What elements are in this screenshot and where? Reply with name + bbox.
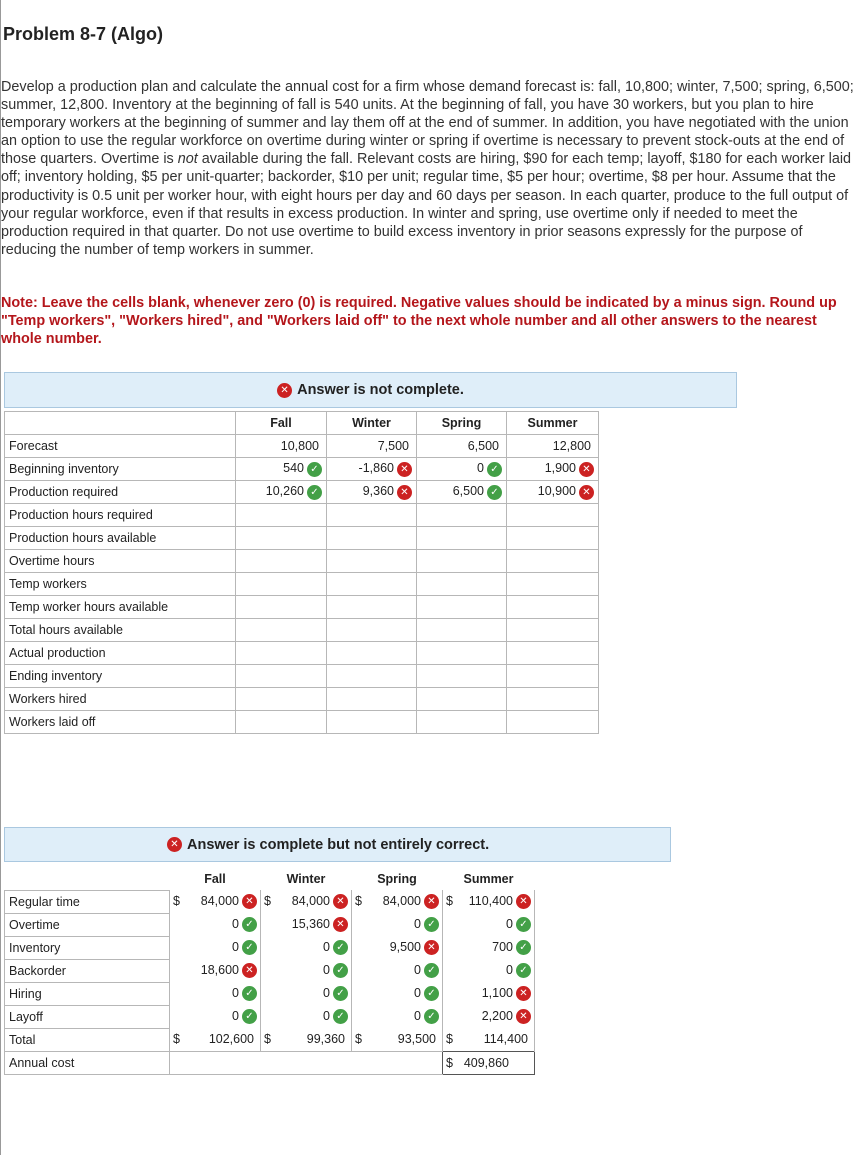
table-row <box>5 619 599 642</box>
answer-cell[interactable] <box>236 596 327 619</box>
cell-value: 0 <box>414 985 421 1000</box>
cell-value: 2,200 <box>481 1008 513 1023</box>
answer-cell[interactable] <box>417 550 507 573</box>
cost-cell[interactable] <box>443 936 535 959</box>
table-row <box>5 1028 535 1051</box>
answer-cell[interactable] <box>417 596 507 619</box>
row-label: Overtime hours <box>5 550 236 573</box>
answer-cell[interactable] <box>417 573 507 596</box>
incorrect-icon: ✕ <box>397 485 412 500</box>
answer-cell[interactable] <box>236 481 327 504</box>
header-blank <box>5 412 236 435</box>
table-row <box>5 527 599 550</box>
answer-cell[interactable] <box>507 527 599 550</box>
header-spring: Spring <box>377 871 417 886</box>
correct-icon: ✓ <box>516 940 531 955</box>
answer-cell[interactable] <box>507 688 599 711</box>
header-winter: Winter <box>327 412 417 435</box>
cost-cell[interactable] <box>170 959 261 982</box>
correct-icon: ✓ <box>333 963 348 978</box>
cell-value: 0 <box>232 939 239 954</box>
correct-icon: ✓ <box>333 986 348 1001</box>
cost-cell <box>170 1028 261 1051</box>
cell-value: 0 <box>414 1008 421 1023</box>
correct-icon: ✓ <box>333 940 348 955</box>
problem-text-part-1: Develop a production plan and calculate the annual cost for a firm whose demand forecast is: fall, 10,800; winter, 7,500; spring, 6,500; summer, 12,800. Inventory at the beginning of fall is 540 units. At the beginning of fall, you have 30 workers, but you plan to hire temporary workers at the beginning of summer and lay them off at the end of summer. In addition, you have negotiated with the union an option to use the regular workforce on overtime during winter or spring if overtime is necessary to prevent stock-outs at the end of those quarters. Overtime is <box>1 79 854 168</box>
answer-cell[interactable] <box>236 435 327 458</box>
answer-cell[interactable] <box>327 527 417 550</box>
incorrect-icon: ✕ <box>516 1009 531 1024</box>
answer-cell[interactable] <box>236 688 327 711</box>
cell-value: 114,400 <box>483 1032 528 1047</box>
table-header-row <box>5 412 599 435</box>
row-label: Inventory <box>5 936 170 959</box>
answer-cell[interactable] <box>507 504 599 527</box>
cell-value: 102,600 <box>208 1032 254 1047</box>
error-icon: ✕ <box>277 383 292 398</box>
status-banner-incomplete <box>4 372 737 408</box>
cell-value: 0 <box>506 916 513 931</box>
answer-cell[interactable] <box>507 619 599 642</box>
problem-text <box>1 78 861 259</box>
header-spring: Spring <box>417 412 507 435</box>
cell-value: 6,500 <box>467 439 499 453</box>
status-banner-partial <box>4 827 671 862</box>
cost-cell[interactable] <box>170 936 261 959</box>
incorrect-icon: ✕ <box>579 462 594 477</box>
correct-icon: ✓ <box>487 485 502 500</box>
correct-icon: ✓ <box>242 917 257 932</box>
answer-cell[interactable] <box>236 573 327 596</box>
cell-value: -1,860 <box>358 461 394 476</box>
table-row <box>5 481 599 504</box>
incorrect-icon: ✕ <box>516 986 531 1001</box>
cost-cell[interactable] <box>170 913 261 936</box>
cell-value: 1,100 <box>481 985 513 1000</box>
answer-cell[interactable] <box>236 642 327 665</box>
cost-cell[interactable] <box>443 913 535 936</box>
cost-cell <box>261 1028 352 1051</box>
table-row <box>5 550 599 573</box>
answer-cell[interactable] <box>236 527 327 550</box>
dollar-sign: $ <box>446 893 453 908</box>
incorrect-icon: ✕ <box>397 462 412 477</box>
table-row <box>5 936 535 959</box>
row-label: Temp worker hours available <box>5 596 236 619</box>
cost-cell[interactable] <box>261 913 352 936</box>
answer-cell[interactable] <box>417 619 507 642</box>
cost-cell[interactable] <box>261 1005 352 1028</box>
answer-cell[interactable] <box>327 458 417 481</box>
cell-value: 110,400 <box>468 893 513 908</box>
incorrect-icon: ✕ <box>579 485 594 500</box>
answer-cell[interactable] <box>327 596 417 619</box>
cell-value: 0 <box>414 916 421 931</box>
cost-cell[interactable] <box>352 982 443 1005</box>
correct-icon: ✓ <box>516 963 531 978</box>
cell-value: 0 <box>414 962 421 977</box>
table-row <box>5 665 599 688</box>
row-label: Workers laid off <box>5 711 236 734</box>
answer-cell[interactable] <box>236 550 327 573</box>
cell-value: 0 <box>323 1008 330 1023</box>
cell-value: 0 <box>232 985 239 1000</box>
cost-cell[interactable] <box>352 936 443 959</box>
cell-value: 540 <box>283 461 304 476</box>
cost-cell[interactable] <box>170 890 261 913</box>
instruction-note: Note: Leave the cells blank, whenever zero (0) is required. Negative values should be indicated by a minus sign. Round up "Temp workers", "Workers hired", and "Workers laid off" to the next whole number and all other answers to the nearest whole number. <box>1 295 837 348</box>
cost-cell[interactable] <box>352 890 443 913</box>
row-label: Total <box>5 1028 170 1051</box>
empty-cell <box>352 1051 443 1074</box>
answer-cell[interactable] <box>236 458 327 481</box>
correct-icon: ✓ <box>307 485 322 500</box>
answer-cell[interactable] <box>236 504 327 527</box>
answer-cell[interactable] <box>417 458 507 481</box>
row-label: Workers hired <box>5 688 236 711</box>
cell-value: 0 <box>323 939 330 954</box>
empty-cell <box>261 1051 352 1074</box>
cell-value: 84,000 <box>291 893 330 908</box>
dollar-sign: $ <box>264 1032 271 1047</box>
cell-value: 7,500 <box>377 439 409 453</box>
cost-cell[interactable] <box>170 1005 261 1028</box>
row-label: Total hours available <box>5 619 236 642</box>
correct-icon: ✓ <box>424 917 439 932</box>
error-icon: ✕ <box>167 837 182 852</box>
answer-cell[interactable] <box>507 665 599 688</box>
answer-cell[interactable] <box>327 642 417 665</box>
correct-icon: ✓ <box>242 940 257 955</box>
dollar-sign: $ <box>355 893 362 908</box>
answer-cell[interactable] <box>507 458 599 481</box>
header-fall: Fall <box>236 412 327 435</box>
problem-text-emphasis: not <box>177 151 198 168</box>
cost-cell <box>443 1028 535 1051</box>
table-row <box>5 711 599 734</box>
header-blank <box>5 867 170 890</box>
cell-value: 0 <box>232 1008 239 1023</box>
table-row <box>5 504 599 527</box>
answer-cell[interactable] <box>417 435 507 458</box>
row-label: Production hours available <box>5 527 236 550</box>
cost-cell[interactable] <box>443 959 535 982</box>
production-plan-table <box>4 411 599 734</box>
answer-cell[interactable] <box>507 550 599 573</box>
table-row <box>5 688 599 711</box>
table-row <box>5 959 535 982</box>
cost-cell[interactable] <box>443 982 535 1005</box>
answer-cell[interactable] <box>327 504 417 527</box>
cost-cell[interactable] <box>443 890 535 913</box>
correct-icon: ✓ <box>307 462 322 477</box>
cell-value: 700 <box>492 939 513 954</box>
cost-cell[interactable] <box>170 982 261 1005</box>
cell-value: 0 <box>232 916 239 931</box>
answer-cell[interactable] <box>236 619 327 642</box>
cost-cell[interactable] <box>352 913 443 936</box>
answer-cell[interactable] <box>327 481 417 504</box>
cost-cell[interactable] <box>261 890 352 913</box>
incorrect-icon: ✕ <box>242 963 257 978</box>
header-summer: Summer <box>507 412 599 435</box>
cell-value: 99,360 <box>306 1032 345 1047</box>
row-label: Temp workers <box>5 573 236 596</box>
answer-cell[interactable] <box>507 642 599 665</box>
dollar-sign: $ <box>355 1032 362 1047</box>
row-label: Beginning inventory <box>5 458 236 481</box>
status-banner-text: Answer is complete but not entirely correct. <box>187 836 490 853</box>
table-row-annual-cost <box>5 1051 535 1074</box>
row-label: Production required <box>5 481 236 504</box>
cell-value: 15,360 <box>291 916 330 931</box>
answer-cell[interactable] <box>507 711 599 734</box>
answer-cell[interactable] <box>327 619 417 642</box>
table-row <box>5 642 599 665</box>
row-label: Annual cost <box>5 1051 170 1074</box>
answer-cell[interactable] <box>236 711 327 734</box>
answer-cell[interactable] <box>507 435 599 458</box>
table-row <box>5 596 599 619</box>
cell-value: 84,000 <box>200 893 239 908</box>
cost-cell <box>352 1028 443 1051</box>
answer-cell[interactable] <box>236 665 327 688</box>
table-row <box>5 1005 535 1028</box>
cost-table <box>4 867 535 1075</box>
correct-icon: ✓ <box>424 963 439 978</box>
correct-icon: ✓ <box>242 1009 257 1024</box>
cell-value: 10,900 <box>537 484 576 499</box>
row-label: Ending inventory <box>5 665 236 688</box>
table-row <box>5 458 599 481</box>
answer-cell[interactable] <box>417 642 507 665</box>
row-label: Actual production <box>5 642 236 665</box>
status-banner-text: Answer is not complete. <box>297 382 464 398</box>
answer-cell[interactable] <box>417 711 507 734</box>
incorrect-icon: ✕ <box>333 917 348 932</box>
answer-cell[interactable] <box>327 435 417 458</box>
row-label: Overtime <box>5 913 170 936</box>
answer-cell[interactable] <box>327 550 417 573</box>
dollar-sign: $ <box>446 1032 453 1047</box>
page-title: Problem 8-7 (Algo) <box>3 24 164 44</box>
dollar-sign: $ <box>264 893 271 908</box>
row-label: Production hours required <box>5 504 236 527</box>
cell-value: 6,500 <box>452 484 484 499</box>
incorrect-icon: ✕ <box>424 894 439 909</box>
table-row <box>5 913 535 936</box>
row-label: Forecast <box>5 435 236 458</box>
dollar-sign: $ <box>173 893 180 908</box>
incorrect-icon: ✕ <box>424 940 439 955</box>
header-fall: Fall <box>204 871 226 886</box>
answer-cell[interactable] <box>507 573 599 596</box>
annual-cost-value <box>443 1051 535 1074</box>
cell-value: 10,260 <box>265 484 304 499</box>
answer-cell[interactable] <box>417 688 507 711</box>
answer-cell[interactable] <box>327 688 417 711</box>
cell-value: 0 <box>477 461 484 476</box>
cell-value: 84,000 <box>382 893 421 908</box>
cost-cell[interactable] <box>261 936 352 959</box>
cell-value: 93,500 <box>397 1032 436 1047</box>
cell-value: 10,800 <box>280 439 319 453</box>
correct-icon: ✓ <box>424 986 439 1001</box>
cost-cell[interactable] <box>261 982 352 1005</box>
cell-value: 12,800 <box>552 439 591 453</box>
answer-cell[interactable] <box>417 527 507 550</box>
correct-icon: ✓ <box>333 1009 348 1024</box>
incorrect-icon: ✕ <box>242 894 257 909</box>
table-row <box>5 982 535 1005</box>
correct-icon: ✓ <box>516 917 531 932</box>
cost-cell[interactable] <box>352 959 443 982</box>
table-row <box>5 890 535 913</box>
cost-cell[interactable] <box>352 1005 443 1028</box>
answer-cell[interactable] <box>417 504 507 527</box>
table-header-row <box>5 867 535 890</box>
answer-cell[interactable] <box>327 711 417 734</box>
cell-value: 1,900 <box>544 461 576 476</box>
table-row <box>5 435 599 458</box>
incorrect-icon: ✕ <box>333 894 348 909</box>
table-row <box>5 573 599 596</box>
row-label: Regular time <box>5 890 170 913</box>
answer-cell[interactable] <box>327 665 417 688</box>
answer-cell[interactable] <box>507 596 599 619</box>
cell-value: 9,360 <box>362 484 394 499</box>
incorrect-icon: ✕ <box>516 894 531 909</box>
correct-icon: ✓ <box>242 986 257 1001</box>
answer-cell[interactable] <box>417 481 507 504</box>
cell-value: 409,860 <box>463 1055 509 1070</box>
row-label: Hiring <box>5 982 170 1005</box>
row-label: Layoff <box>5 1005 170 1028</box>
dollar-sign: $ <box>173 1032 180 1047</box>
empty-cell <box>170 1051 261 1074</box>
answer-cell[interactable] <box>417 665 507 688</box>
correct-icon: ✓ <box>424 1009 439 1024</box>
cost-cell[interactable] <box>261 959 352 982</box>
cell-value: 9,500 <box>389 939 421 954</box>
dollar-sign: $ <box>446 1055 453 1070</box>
cell-value: 0 <box>506 962 513 977</box>
cell-value: 0 <box>323 962 330 977</box>
problem-text-part-2: available during the fall. Relevant costs are hiring, $90 for each temp; layoff, $180 for each worker laid off; inventory holding, $5 per unit-quarter; backorder, $10 per unit; regular time, $5 per hour; overtime, $8 per hour. Assume that the productivity is 0.5 unit per worker hour, with eight hours per day and 60 days per season. In each quarter, produce to the full output of your regular workforce, even if that results in excess production. In winter and spring, use overtime only if needed to meet the production required in that quarter. Do not use overtime to build excess inventory in prior seasons expressly for the purpose of reducing the number of temp workers in summer. <box>1 151 852 258</box>
row-label: Backorder <box>5 959 170 982</box>
header-summer: Summer <box>463 871 514 886</box>
header-winter: Winter <box>286 871 326 886</box>
cell-value: 0 <box>323 985 330 1000</box>
correct-icon: ✓ <box>487 462 502 477</box>
answer-cell[interactable] <box>327 573 417 596</box>
cell-value: 18,600 <box>200 962 239 977</box>
answer-cell[interactable] <box>507 481 599 504</box>
cost-cell[interactable] <box>443 1005 535 1028</box>
